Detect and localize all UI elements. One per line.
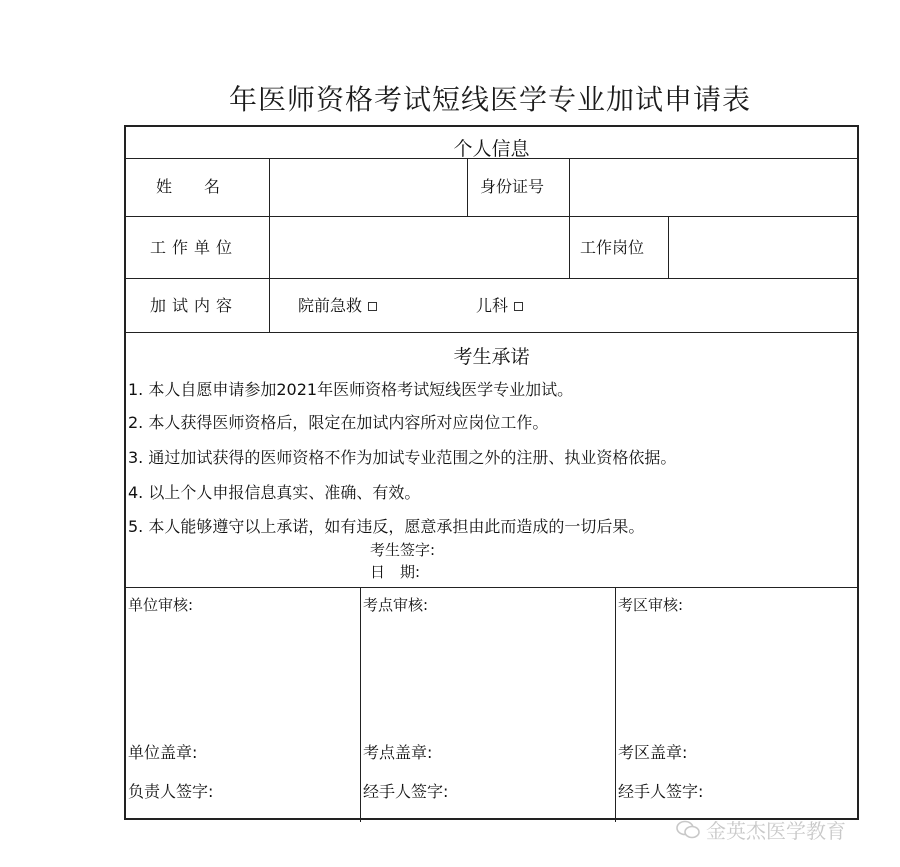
divider (126, 332, 857, 333)
site-review-title: 考点审核: (363, 596, 429, 614)
promise-item: 2. 本人获得医师资格后，限定在加试内容所对应岗位工作。 (128, 413, 549, 432)
divider (360, 587, 361, 822)
work-position-label: 工作岗位 (580, 238, 645, 257)
district-seal-label: 考区盖章: (618, 743, 688, 762)
site-sign-label: 经手人签字: (363, 782, 449, 801)
district-review-title: 考区审核: (618, 596, 684, 614)
promise-heading: 考生承诺 (453, 346, 530, 368)
date-label: 日 期: (370, 563, 421, 581)
promise-item: 3. 通过加试获得的医师资格不作为加试专业范围之外的注册、执业资格依据。 (128, 448, 677, 467)
work-position-field[interactable] (669, 217, 859, 277)
signature-label: 考生签字: (370, 541, 436, 559)
option-pediatrics[interactable] (476, 298, 523, 314)
id-number-label: 身份证号 (480, 177, 545, 196)
unit-review-title: 单位审核: (128, 596, 194, 614)
form-title: 年医师资格考试短线医学专业加试申请表 (228, 83, 751, 116)
promise-item: 1. 本人自愿申请参加2021年医师资格考试短线医学专业加试。 (128, 380, 574, 399)
divider (569, 216, 570, 278)
personal-info-heading: 个人信息 (453, 138, 530, 160)
checkbox-icon[interactable] (368, 302, 377, 311)
name-label: 姓 名 (156, 177, 221, 196)
divider (467, 158, 468, 216)
work-unit-field[interactable] (270, 217, 568, 277)
id-number-field[interactable] (570, 159, 859, 215)
watermark (676, 815, 846, 844)
unit-sign-label: 负责人签字: (128, 782, 214, 801)
checkbox-icon[interactable] (514, 302, 523, 311)
watermark-text: 金英杰医学教育 (706, 819, 846, 843)
application-form (124, 125, 859, 820)
site-seal-label: 考点盖章: (363, 743, 433, 762)
exam-content-label: 加试内容 (150, 296, 239, 315)
promise-item: 5. 本人能够遵守以上承诺，如有违反，愿意承担由此而造成的一切后果。 (128, 517, 645, 536)
option-emergency[interactable] (298, 298, 377, 314)
work-unit-label: 工作单位 (150, 238, 239, 257)
divider (126, 587, 857, 588)
divider (615, 587, 616, 822)
wechat-icon (676, 820, 700, 840)
promise-item: 4. 以上个人申报信息真实、准确、有效。 (128, 483, 421, 502)
name-field[interactable] (270, 159, 466, 215)
unit-seal-label: 单位盖章: (128, 743, 198, 762)
divider (126, 278, 857, 279)
option-emergency-label: 院前急救 (298, 296, 363, 315)
option-pediatrics-label: 儿科 (476, 296, 509, 315)
district-sign-label: 经手人签字: (618, 782, 704, 801)
